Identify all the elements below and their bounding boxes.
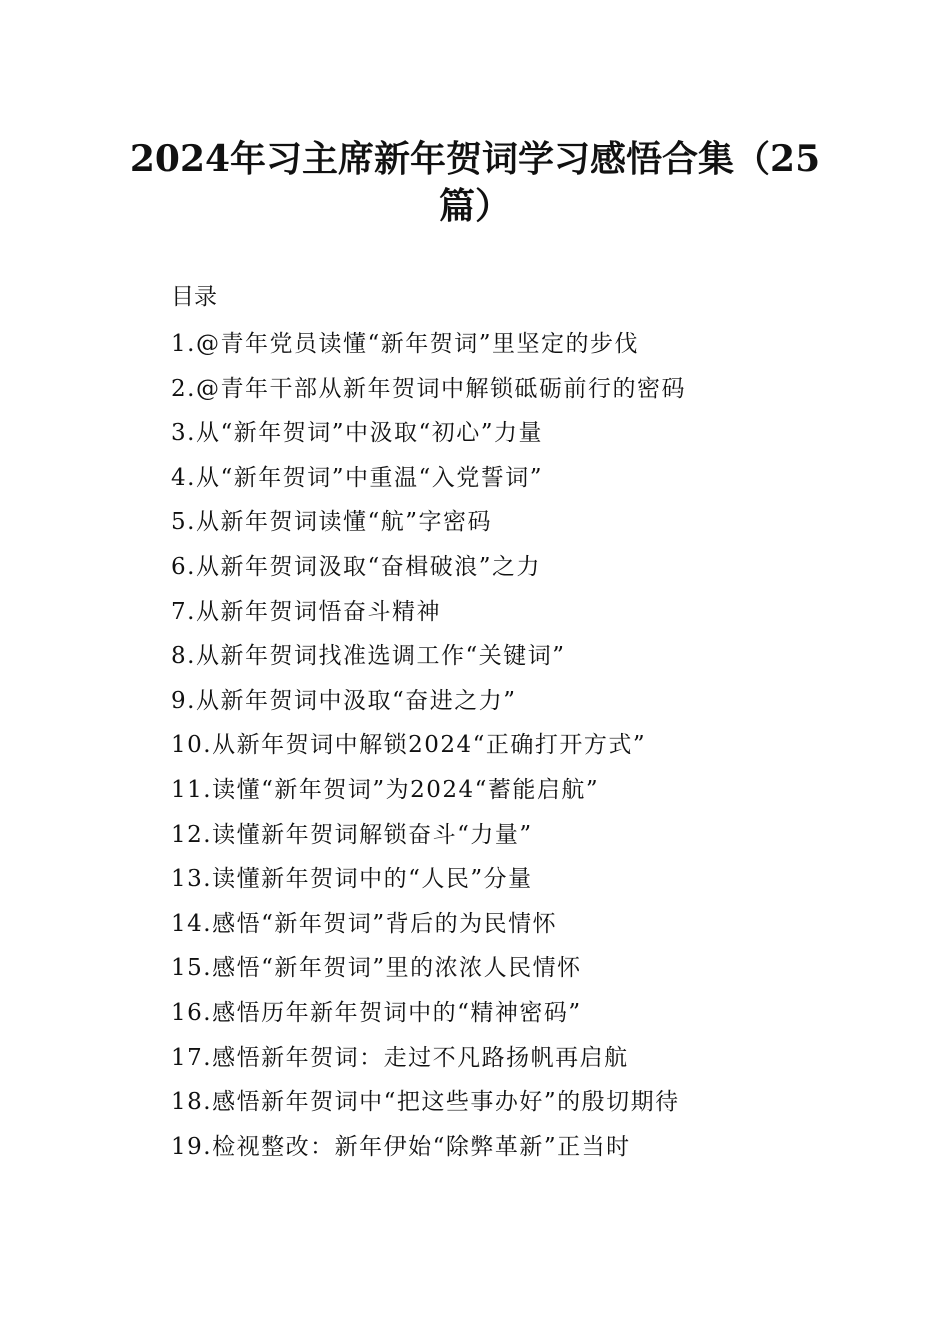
toc-item: 14.感悟“新年贺词”背后的为民情怀 [171,910,558,937]
toc-item: 13.读懂新年贺词中的“人民”分量 [171,866,533,893]
toc-heading: 目录 [171,284,217,310]
toc-item: 3.从“新年贺词”中汲取“初心”力量 [171,420,543,447]
toc-item: 15.感悟“新年贺词”里的浓浓人民情怀 [171,955,582,982]
toc-item: 5.从新年贺词读懂“航”字密码 [171,509,492,536]
toc-item: 19.检视整改：新年伊始“除弊革新”正当时 [171,1133,631,1160]
toc-item: 10.从新年贺词中解锁2024“正确打开方式” [171,732,647,759]
toc-item: 7.从新年贺词悟奋斗精神 [171,598,441,625]
toc-list [171,322,871,1169]
document-title: 2024年习主席新年贺词学习感悟合集（25篇） [129,138,821,227]
toc-item: 4.从“新年贺词”中重温“入党誓词” [171,464,543,491]
toc-item: 18.感悟新年贺词中“把这些事办好”的殷切期待 [171,1089,680,1116]
toc-item: 17.感悟新年贺词：走过不凡路扬帆再启航 [171,1044,629,1071]
toc-item: 16.感悟历年新年贺词中的“精神密码” [171,999,582,1026]
toc-item: 8.从新年贺词找准选调工作“关键词” [171,643,566,670]
toc-item: 6.从新年贺词汲取“奋楫破浪”之力 [171,553,541,580]
toc-item: 2.@青年干部从新年贺词中解锁砥砺前行的密码 [171,375,686,402]
toc-item: 1.@青年党员读懂“新年贺词”里坚定的步伐 [171,331,639,357]
table-of-contents [171,278,871,1169]
toc-item: 9.从新年贺词中汲取“奋进之力” [171,687,517,714]
toc-item: 12.读懂新年贺词解锁奋斗“力量” [171,821,533,848]
toc-item: 11.读懂“新年贺词”为2024“蓄能启航” [171,776,600,803]
